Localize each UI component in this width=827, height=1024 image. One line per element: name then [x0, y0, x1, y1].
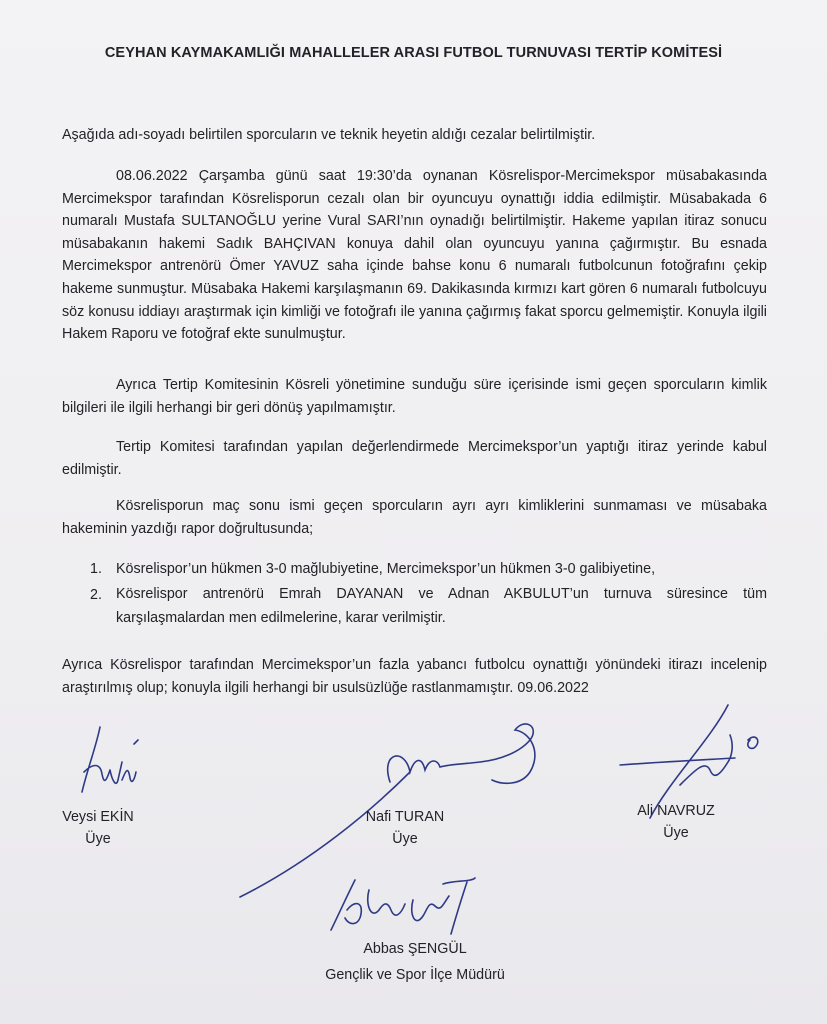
signatory-name: Veysi EKİN: [62, 809, 134, 825]
signatory-role: Üye: [663, 825, 689, 841]
document-title: CEYHAN KAYMAKAMLIĞI MAHALLELER ARASI FUTBOL TURNUVASI TERTİP KOMİTESİ: [104, 45, 723, 61]
decision-item: [62, 556, 767, 582]
incident-paragraph: 08.06.2022 Çarşamba günü saat 19:30’da oynanan Kösrelispor-Mercimekspor müsabakasında Mercimekspor tarafından Kösrelisporun cezalı olan bir oyuncuyu oynattığı iddia edilmiştir. Müsabakada 6 numaralı Mustafa SULTANOĞLU yerine Vural SARI’nın oynadığı belirtilmiştir. Hakeme yapılan itiraz sonucu müsabakanın hakemi Sadık BAHÇIVAN konuya dahil olan oyuncuyu yanına çağırmıştır. Bu esnada Mercimekspor antrenörü Ömer YAVUZ saha içinde bahse konu 6 numaralı futbolcunun fotoğrafını çekip hakeme sunmuştur. Müsabaka Hakemi karşılaşmanın 69. Dakikasında kırmızı kart gören 6 numaralı futbolcuyu söz konusu iddiayı araştırmak için kimliği ve fotoğrafı ile yanına çağırmış fakat sporcu gelmemiştir. Konuyla ilgili Hakem Raporu ve fotoğraf ekte sunulmuştur.: [62, 168, 767, 343]
signatory-ali-navruz: [626, 800, 726, 844]
decision-number: 2.: [90, 587, 102, 603]
signatory-role: Üye: [85, 831, 111, 847]
reason-paragraph: Kösrelisporun maç sonu ismi geçen sporcuların ayrı ayrı kimliklerini sunmaması ve müsabaka hakeminin yazdığı rapor doğrultusunda;: [62, 498, 767, 537]
intro-paragraph: Aşağıda adı-soyadı belirtilen sporcuların ve teknik heyetin aldığı cezalar belirtilmiştir.: [62, 127, 596, 143]
signature-veysi-ekin: [70, 722, 160, 802]
decision-number: 1.: [90, 561, 102, 577]
decision-text: Kösrelispor antrenörü Emrah DAYANAN ve Adnan AKBULUT’un turnuva süresince tüm karşılaşmalardan men edilmelerine, karar verilmiştir.: [116, 586, 767, 626]
identity-paragraph: Ayrıca Tertip Komitesinin Kösreli yönetimine sunduğu süre içerisinde ismi geçen sporcuların kimlik bilgileri ile ilgili herhangi bir geri dönüş yapılmamıştır.: [62, 377, 767, 416]
signatory-nafi-turan: [355, 806, 455, 850]
decision-item: [62, 582, 767, 630]
evaluation-paragraph: Tertip Komitesi tarafından yapılan değerlendirmede Mercimekspor’un yaptığı itiraz yerinde kabul edilmiştir.: [62, 439, 767, 478]
signatory-name: Ali NAVRUZ: [637, 803, 715, 819]
decision-list: [62, 556, 767, 630]
signatory-name: Abbas ŞENGÜL: [363, 941, 467, 957]
signatory-role: Gençlik ve Spor İlçe Müdürü: [325, 967, 505, 983]
signatory-role: Üye: [392, 831, 418, 847]
signature-abbas-sengul: [325, 870, 495, 940]
signatory-abbas-sengul: [290, 936, 540, 988]
decision-text: Kösrelispor’un hükmen 3-0 mağlubiyetine, Mercimekspor’un hükmen 3-0 galibiyetine,: [116, 561, 656, 577]
signatory-veysi-ekin: [58, 806, 138, 850]
closing-paragraph: Ayrıca Kösrelispor tarafından Mercimekspor’un fazla yabancı futbolcu oynattığı yönündeki itirazı incelenip araştırılmış olup; konuyla ilgili herhangi bir usulsüzlüğe rastlanmamıştır. 09.06.2022: [62, 657, 767, 696]
signatory-name: Nafi TURAN: [365, 809, 445, 825]
